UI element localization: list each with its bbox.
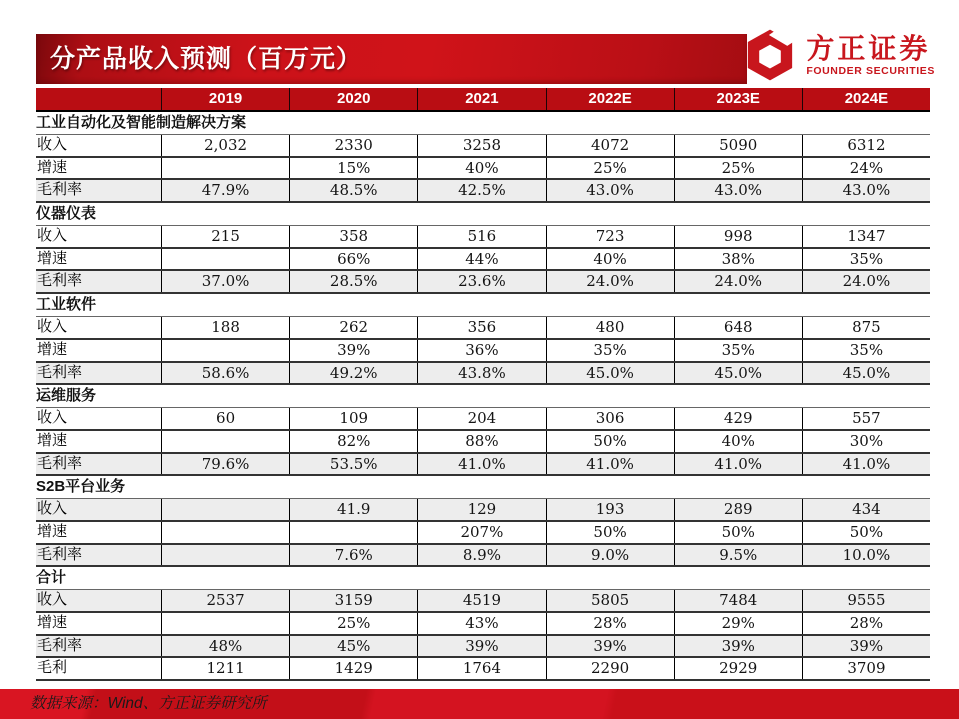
row-label: 增速 xyxy=(37,249,68,267)
cell-value: 48.5% xyxy=(289,180,417,201)
row-label: 收入 xyxy=(37,227,68,245)
cell-value: 48% xyxy=(161,636,289,657)
cell-value xyxy=(161,340,289,361)
row-label: 增速 xyxy=(37,431,68,449)
cell-value: 28% xyxy=(546,613,674,634)
cell-value: 1347 xyxy=(802,226,930,247)
page-title: 分产品收入预测（百万元） xyxy=(50,45,363,73)
cell-value: 109 xyxy=(289,408,417,429)
cell-value: 42.5% xyxy=(417,180,545,201)
cell-value: 434 xyxy=(802,499,930,520)
founder-securities-logo xyxy=(743,28,935,82)
cell-value: 7484 xyxy=(674,590,802,611)
row-label: 收入 xyxy=(37,500,68,518)
section-title: 工业软件 xyxy=(36,294,930,317)
table-row xyxy=(36,180,930,203)
cell-value: 24% xyxy=(802,158,930,179)
table-row xyxy=(36,271,930,294)
cell-value: 39% xyxy=(289,340,417,361)
section-title: S2B平台业务 xyxy=(36,476,930,499)
cell-value: 41.0% xyxy=(417,454,545,475)
table-body xyxy=(36,112,930,681)
cell-value: 60 xyxy=(161,408,289,429)
cell-value: 39% xyxy=(802,636,930,657)
header-year-cell: 2023E xyxy=(674,88,802,110)
cell-value: 3709 xyxy=(802,658,930,679)
cell-value: 3258 xyxy=(417,135,545,156)
cell-value: 2290 xyxy=(546,658,674,679)
cell-value: 1764 xyxy=(417,658,545,679)
cell-value xyxy=(161,158,289,179)
cell-value: 998 xyxy=(674,226,802,247)
cell-value: 47.9% xyxy=(161,180,289,201)
cell-value: 23.6% xyxy=(417,271,545,292)
table-row xyxy=(36,340,930,363)
cell-value: 2537 xyxy=(161,590,289,611)
table-row xyxy=(36,317,930,340)
header-year-cell: 2022E xyxy=(546,88,674,110)
cell-value: 40% xyxy=(546,249,674,270)
cell-value: 2,032 xyxy=(161,135,289,156)
title-banner xyxy=(36,34,747,84)
cell-value: 10.0% xyxy=(802,545,930,566)
cell-value: 1211 xyxy=(161,658,289,679)
table-row xyxy=(36,135,930,158)
header-year-cell: 2019 xyxy=(161,88,289,110)
row-label: 毛利率 xyxy=(37,272,83,290)
cell-value: 15% xyxy=(289,158,417,179)
row-label: 收入 xyxy=(37,409,68,427)
cell-value: 35% xyxy=(674,340,802,361)
table-row xyxy=(36,158,930,181)
row-label: 增速 xyxy=(37,158,68,176)
cell-value: 43.0% xyxy=(674,180,802,201)
cell-value: 262 xyxy=(289,317,417,338)
cell-value: 207% xyxy=(417,522,545,543)
cell-value: 45% xyxy=(289,636,417,657)
cell-value: 429 xyxy=(674,408,802,429)
cell-value: 50% xyxy=(674,522,802,543)
cell-value: 8.9% xyxy=(417,545,545,566)
cell-value: 24.0% xyxy=(546,271,674,292)
cell-value: 82% xyxy=(289,431,417,452)
cell-value: 4519 xyxy=(417,590,545,611)
header-empty-cell xyxy=(36,88,161,110)
cell-value: 43.0% xyxy=(802,180,930,201)
footer-bar xyxy=(0,689,959,719)
founder-cube-icon xyxy=(743,28,797,82)
cell-value: 2929 xyxy=(674,658,802,679)
cell-value: 88% xyxy=(417,431,545,452)
cell-value: 58.6% xyxy=(161,363,289,384)
cell-value: 45.0% xyxy=(546,363,674,384)
cell-value: 39% xyxy=(674,636,802,657)
cell-value: 39% xyxy=(546,636,674,657)
table-row xyxy=(36,431,930,454)
cell-value: 35% xyxy=(802,249,930,270)
table-row xyxy=(36,545,930,568)
table-row xyxy=(36,636,930,659)
cell-value xyxy=(161,545,289,566)
section-title: 仪器仪表 xyxy=(36,203,930,226)
cell-value: 25% xyxy=(546,158,674,179)
row-label: 毛利率 xyxy=(37,636,83,654)
cell-value: 25% xyxy=(289,613,417,634)
cell-value: 49.2% xyxy=(289,363,417,384)
table-row xyxy=(36,408,930,431)
table-row xyxy=(36,613,930,636)
table-row xyxy=(36,499,930,522)
logo-name-en: FOUNDER SECURITIES xyxy=(806,64,935,77)
row-label: 毛利率 xyxy=(37,363,83,381)
cell-value: 35% xyxy=(546,340,674,361)
row-label: 毛利 xyxy=(37,659,68,677)
cell-value: 306 xyxy=(546,408,674,429)
cell-value: 648 xyxy=(674,317,802,338)
cell-value: 4072 xyxy=(546,135,674,156)
cell-value: 215 xyxy=(161,226,289,247)
table-row xyxy=(36,590,930,613)
cell-value: 35% xyxy=(802,340,930,361)
cell-value: 41.0% xyxy=(546,454,674,475)
cell-value: 480 xyxy=(546,317,674,338)
section-title: 合计 xyxy=(36,567,930,590)
cell-value xyxy=(161,522,289,543)
cell-value: 6312 xyxy=(802,135,930,156)
table-row xyxy=(36,249,930,272)
logo-text xyxy=(806,33,935,78)
cell-value: 3159 xyxy=(289,590,417,611)
cell-value: 204 xyxy=(417,408,545,429)
cell-value: 41.0% xyxy=(674,454,802,475)
cell-value: 50% xyxy=(546,522,674,543)
table-row xyxy=(36,522,930,545)
section-title: 工业自动化及智能制造解决方案 xyxy=(36,112,930,135)
row-label: 增速 xyxy=(37,614,68,631)
header-year-cell: 2020 xyxy=(289,88,417,110)
cell-value: 557 xyxy=(802,408,930,429)
cell-value: 356 xyxy=(417,317,545,338)
cell-value: 40% xyxy=(417,158,545,179)
cell-value: 28.5% xyxy=(289,271,417,292)
cell-value xyxy=(161,613,289,634)
cell-value: 50% xyxy=(802,522,930,543)
cell-value: 28% xyxy=(802,613,930,634)
cell-value: 24.0% xyxy=(802,271,930,292)
table-row xyxy=(36,363,930,386)
cell-value: 43% xyxy=(417,613,545,634)
table-row xyxy=(36,658,930,681)
cell-value: 43.8% xyxy=(417,363,545,384)
cell-value: 7.6% xyxy=(289,545,417,566)
cell-value: 41.0% xyxy=(802,454,930,475)
cell-value: 40% xyxy=(674,431,802,452)
cell-value: 9.5% xyxy=(674,545,802,566)
cell-value: 1429 xyxy=(289,658,417,679)
revenue-forecast-table xyxy=(36,88,930,681)
cell-value: 9.0% xyxy=(546,545,674,566)
cell-value xyxy=(161,499,289,520)
cell-value: 5805 xyxy=(546,590,674,611)
row-label: 收入 xyxy=(37,318,68,336)
cell-value: 24.0% xyxy=(674,271,802,292)
cell-value: 358 xyxy=(289,226,417,247)
row-label: 收入 xyxy=(37,136,68,153)
cell-value: 5090 xyxy=(674,135,802,156)
cell-value: 50% xyxy=(546,431,674,452)
cell-value: 36% xyxy=(417,340,545,361)
row-label: 收入 xyxy=(37,591,68,609)
table-row xyxy=(36,454,930,477)
cell-value: 875 xyxy=(802,317,930,338)
logo-name-cn: 方正证券 xyxy=(806,32,931,64)
cell-value: 2330 xyxy=(289,135,417,156)
cell-value: 53.5% xyxy=(289,454,417,475)
cell-value: 45.0% xyxy=(674,363,802,384)
table-header-row xyxy=(36,88,930,112)
row-label: 毛利率 xyxy=(37,545,83,563)
header-year-cell: 2024E xyxy=(802,88,930,110)
cell-value: 723 xyxy=(546,226,674,247)
cell-value: 516 xyxy=(417,226,545,247)
cell-value: 188 xyxy=(161,317,289,338)
cell-value: 30% xyxy=(802,431,930,452)
cell-value: 39% xyxy=(417,636,545,657)
cell-value: 29% xyxy=(674,613,802,634)
cell-value: 43.0% xyxy=(546,180,674,201)
cell-value: 41.9 xyxy=(289,499,417,520)
header-year-cell: 2021 xyxy=(417,88,545,110)
table-row xyxy=(36,226,930,249)
row-label: 增速 xyxy=(37,340,68,358)
cell-value: 193 xyxy=(546,499,674,520)
row-label: 增速 xyxy=(37,522,68,540)
section-title: 运维服务 xyxy=(36,385,930,408)
cell-value: 79.6% xyxy=(161,454,289,475)
cell-value: 45.0% xyxy=(802,363,930,384)
cell-value: 25% xyxy=(674,158,802,179)
cell-value xyxy=(289,522,417,543)
cell-value: 9555 xyxy=(802,590,930,611)
cell-value: 37.0% xyxy=(161,271,289,292)
cell-value: 66% xyxy=(289,249,417,270)
cell-value: 38% xyxy=(674,249,802,270)
data-source-note: 数据来源：Wind、方正证券研究所 xyxy=(30,695,267,712)
cell-value: 289 xyxy=(674,499,802,520)
row-label: 毛利率 xyxy=(37,454,83,472)
cell-value xyxy=(161,249,289,270)
cell-value xyxy=(161,431,289,452)
cell-value: 44% xyxy=(417,249,545,270)
cell-value: 129 xyxy=(417,499,545,520)
row-label: 毛利率 xyxy=(37,181,83,199)
